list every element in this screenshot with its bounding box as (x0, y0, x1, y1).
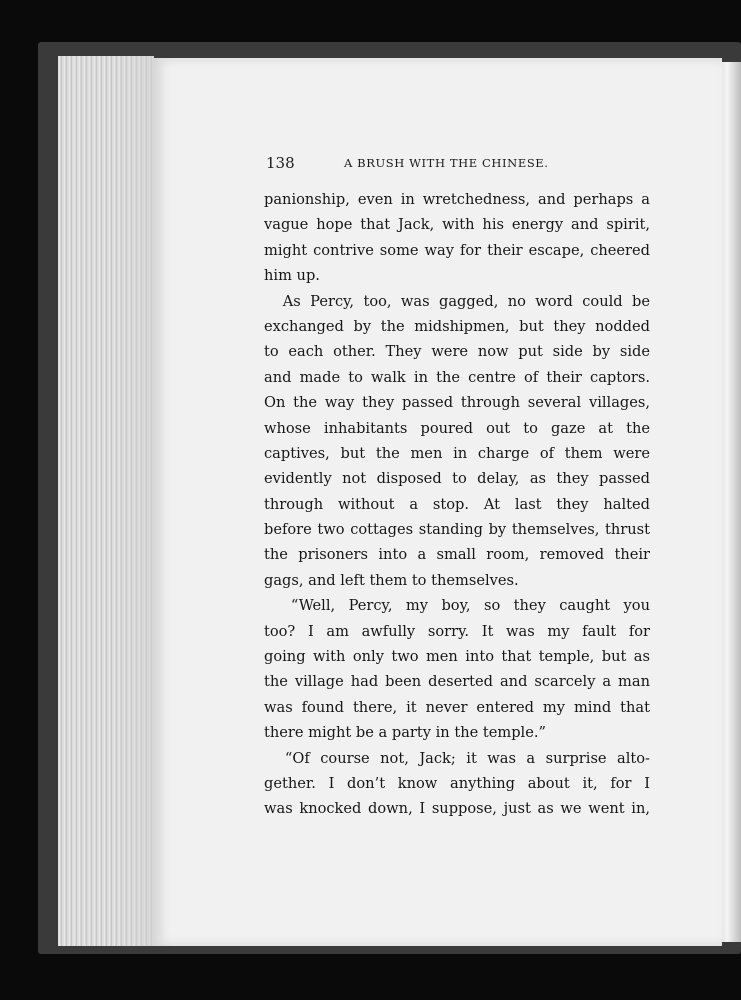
text-line: the prisoners into a small room, removed their (264, 546, 650, 564)
text-line: “Of course not, Jack; it was a surprise alto- (264, 749, 650, 767)
text-line: the village had been deserted and scarcely a man (264, 673, 650, 691)
text-line: him up. (264, 267, 320, 285)
page-edges-shade (114, 56, 154, 946)
text-line: evidently not disposed to delay, as they passed (264, 470, 650, 488)
page-number: 138 (266, 154, 295, 172)
text-line: “Well, Percy, my boy, so they caught you (264, 597, 650, 615)
text-line: before two cottages standing by themselves, thrust (264, 521, 650, 539)
text-line: to each other. They were now put side by side (264, 343, 650, 361)
text-line: was knocked down, I suppose, just as we went in, (264, 800, 650, 818)
text-line: On the way they passed through several villages, (264, 394, 650, 412)
text-line: and made to walk in the centre of their captors. (264, 368, 650, 386)
text-line: there might be a party in the temple.” (264, 724, 546, 742)
text-line: whose inhabitants poured out to gaze at the (264, 419, 650, 437)
text-line: too? I am awfully sorry. It was my fault for (264, 622, 650, 640)
running-title: A BRUSH WITH THE CHINESE. (344, 156, 549, 170)
text-line: going with only two men into that temple, but as (264, 648, 650, 666)
body-text (264, 187, 650, 822)
text-line: exchanged by the midshipmen, but they nodded (264, 317, 650, 335)
text-line: through without a stop. At last they halted (264, 495, 650, 513)
page-header (266, 154, 650, 178)
text-line: As Percy, too, was gagged, no word could be (264, 292, 650, 310)
text-line: captives, but the men in charge of them were (264, 444, 650, 462)
text-line: panionship, even in wretchedness, and perhaps a (264, 191, 650, 208)
page-edges (58, 56, 154, 946)
text-line: vague hope that Jack, with his energy and spirit, (264, 216, 650, 234)
text-line: gether. I don’t know anything about it, for I (264, 774, 650, 792)
text-line: was found there, it never entered my mind that (264, 698, 650, 716)
text-line: might contrive some way for their escape, cheered (264, 241, 650, 259)
text-line: gags, and left them to themselves. (264, 571, 519, 589)
